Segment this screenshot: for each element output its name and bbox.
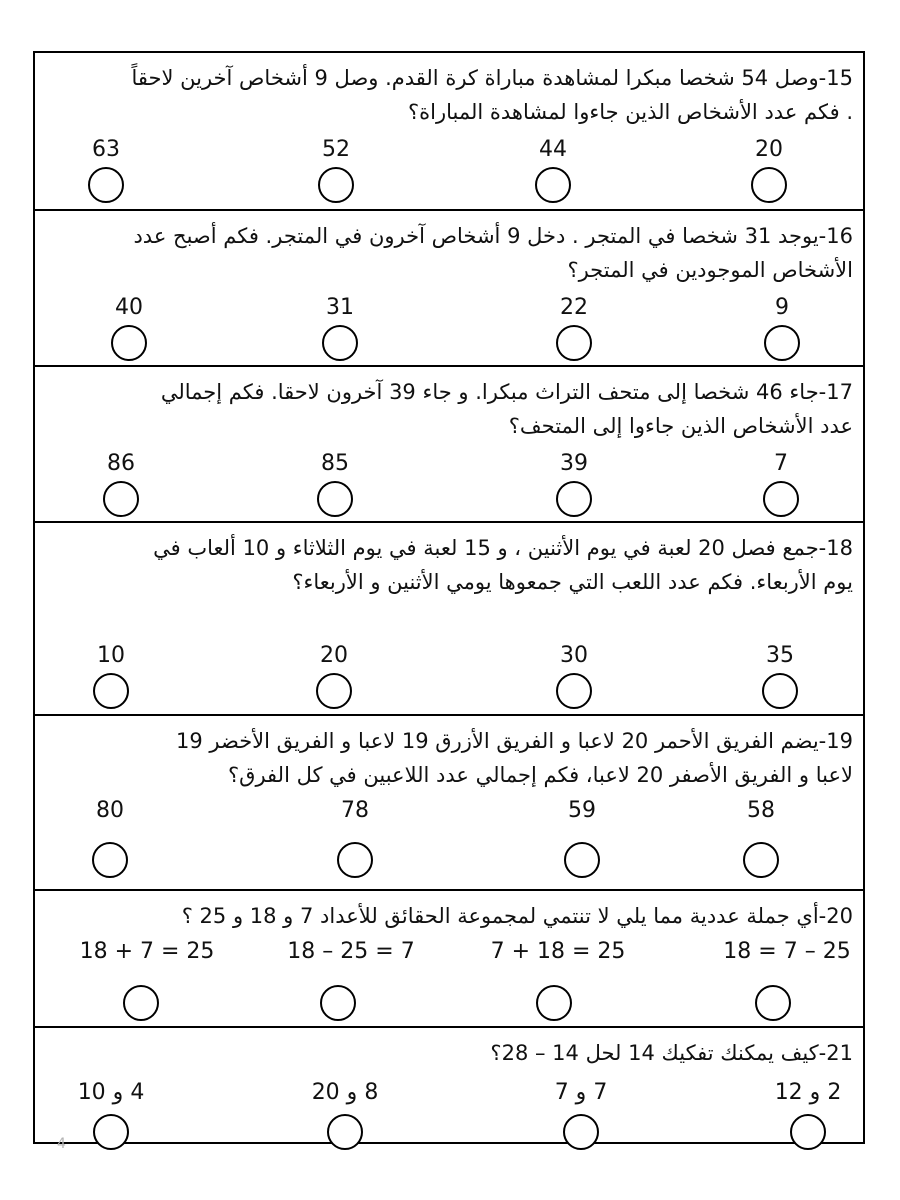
answer-bubble[interactable] xyxy=(93,673,129,709)
answer-bubble[interactable] xyxy=(556,481,592,517)
question-text xyxy=(51,531,853,599)
option-value: 18 + 7 = 25 xyxy=(79,939,215,964)
question-line: 18-جمع فصل 20 لعبة في يوم الأثنين ، و 15 لعبة في يوم الثلاثاء و 10 ألعاب في xyxy=(153,536,853,560)
answer-bubble[interactable] xyxy=(337,842,373,878)
question-18 xyxy=(35,521,863,714)
option-value: 31 xyxy=(326,295,354,320)
option-value: 80 xyxy=(96,798,124,823)
option-value: 8 و 20 xyxy=(311,1080,379,1105)
question-line: 19-يضم الفريق الأحمر 20 لاعبا و الفريق الأزرق 19 لاعبا و الفريق الأخضر 19 xyxy=(175,729,853,753)
answer-option xyxy=(60,798,160,878)
answer-bubble[interactable] xyxy=(762,673,798,709)
answer-option xyxy=(79,295,179,361)
question-line: يوم الأربعاء. فكم عدد اللعب التي جمعوها يومي الأثنين و الأربعاء؟ xyxy=(292,570,853,594)
answer-option xyxy=(305,798,405,878)
question-line: 16-يوجد 31 شخصا في المتجر . دخل 9 أشخاص آخرون في المتجر. فكم أصبح عدد xyxy=(133,224,853,248)
question-15 xyxy=(35,53,863,209)
answer-bubble[interactable] xyxy=(93,1114,129,1150)
option-value: 20 xyxy=(320,643,348,668)
answer-option xyxy=(275,1080,415,1150)
answer-bubble[interactable] xyxy=(563,1114,599,1150)
answer-bubble[interactable] xyxy=(123,985,159,1021)
answer-bubble[interactable] xyxy=(751,167,787,203)
answer-option xyxy=(483,939,633,1021)
question-text xyxy=(51,1036,853,1070)
answer-bubble[interactable] xyxy=(317,481,353,517)
option-value: 58 xyxy=(747,798,775,823)
answer-option xyxy=(276,939,426,1021)
answer-bubble[interactable] xyxy=(763,481,799,517)
option-value: 9 xyxy=(775,295,789,320)
question-line: عدد الأشخاص الذين جاءوا إلى المتحف؟ xyxy=(508,414,853,438)
answer-option xyxy=(71,451,171,517)
answer-option xyxy=(503,137,603,203)
answer-bubble[interactable] xyxy=(92,842,128,878)
question-text xyxy=(51,899,853,933)
answer-bubble[interactable] xyxy=(320,985,356,1021)
answer-option xyxy=(731,451,831,517)
option-value: 7 xyxy=(774,451,788,476)
answer-option xyxy=(732,295,832,361)
question-line: 21-كيف يمكنك تفكيك 14 لحل 14 – 28؟ xyxy=(490,1041,853,1065)
answer-option xyxy=(532,798,632,878)
answer-option xyxy=(284,643,384,709)
answer-bubble[interactable] xyxy=(790,1114,826,1150)
option-value: 18 = 7 – 25 xyxy=(723,939,851,964)
option-value: 30 xyxy=(560,643,588,668)
question-text xyxy=(51,724,853,792)
question-line: 15-وصل 54 شخصا مبكرا لمشاهدة مباراة كرة القدم. وصل 9 أشخاص آخرين لاحقاً xyxy=(131,66,853,90)
answer-option xyxy=(524,451,624,517)
option-value: 7 و 7 xyxy=(554,1080,608,1105)
answer-option xyxy=(524,643,624,709)
option-value: 4 و 10 xyxy=(77,1080,145,1105)
answer-bubble[interactable] xyxy=(327,1114,363,1150)
question-line: الأشخاص الموجودين في المتجر؟ xyxy=(567,258,853,282)
answer-option xyxy=(286,137,386,203)
answer-bubble[interactable] xyxy=(556,325,592,361)
answer-bubble[interactable] xyxy=(322,325,358,361)
option-value: 63 xyxy=(92,137,120,162)
answer-bubble[interactable] xyxy=(536,985,572,1021)
option-value: 40 xyxy=(115,295,143,320)
question-text xyxy=(51,219,853,287)
answer-bubble[interactable] xyxy=(556,673,592,709)
option-value: 59 xyxy=(568,798,596,823)
answer-option xyxy=(511,1080,651,1150)
answer-bubble[interactable] xyxy=(564,842,600,878)
answer-option xyxy=(719,137,819,203)
answer-bubble[interactable] xyxy=(88,167,124,203)
answer-option xyxy=(524,295,624,361)
option-value: 85 xyxy=(321,451,349,476)
answer-option xyxy=(72,939,222,1021)
option-value: 86 xyxy=(107,451,135,476)
answer-option xyxy=(61,643,161,709)
answer-bubble[interactable] xyxy=(103,481,139,517)
answer-option xyxy=(711,798,811,878)
page-number: 4 xyxy=(57,1136,66,1152)
answer-bubble[interactable] xyxy=(318,167,354,203)
option-value: 52 xyxy=(322,137,350,162)
question-line: لاعبا و الفريق الأصفر 20 لاعبا، فكم إجمالي عدد اللاعبين في كل الفرق؟ xyxy=(228,763,853,787)
option-value: 10 xyxy=(97,643,125,668)
answer-option xyxy=(285,451,385,517)
option-value: 7 + 18 = 25 xyxy=(490,939,626,964)
question-text xyxy=(51,375,853,443)
option-value: 44 xyxy=(539,137,567,162)
option-value: 18 – 25 = 7 xyxy=(287,939,415,964)
question-line: 17-جاء 46 شخصا إلى متحف التراث مبكرا. و جاء 39 آخرون لاحقا. فكم إجمالي xyxy=(160,380,853,404)
question-19 xyxy=(35,714,863,889)
question-line: . فكم عدد الأشخاص الذين جاءوا لمشاهدة المباراة؟ xyxy=(408,100,853,124)
question-text xyxy=(51,61,853,129)
question-line: 20-أي جملة عددية مما يلي لا تنتمي لمجموعة الحقائق للأعداد 7 و 18 و 25 ؟ xyxy=(181,904,853,928)
question-17 xyxy=(35,365,863,521)
option-value: 2 و 12 xyxy=(774,1080,842,1105)
option-value: 20 xyxy=(755,137,783,162)
answer-option xyxy=(712,939,862,1021)
answer-bubble[interactable] xyxy=(111,325,147,361)
option-value: 78 xyxy=(341,798,369,823)
question-20 xyxy=(35,889,863,1026)
option-value: 22 xyxy=(560,295,588,320)
answer-bubble[interactable] xyxy=(535,167,571,203)
answer-bubble[interactable] xyxy=(755,985,791,1021)
worksheet-table xyxy=(33,51,865,1144)
option-value: 35 xyxy=(766,643,794,668)
answer-option xyxy=(730,643,830,709)
answer-option xyxy=(290,295,390,361)
question-16 xyxy=(35,209,863,365)
answer-option xyxy=(738,1080,878,1150)
answer-bubble[interactable] xyxy=(764,325,800,361)
answer-option xyxy=(56,137,156,203)
answer-bubble[interactable] xyxy=(743,842,779,878)
option-value: 39 xyxy=(560,451,588,476)
question-21 xyxy=(35,1026,863,1146)
answer-bubble[interactable] xyxy=(316,673,352,709)
